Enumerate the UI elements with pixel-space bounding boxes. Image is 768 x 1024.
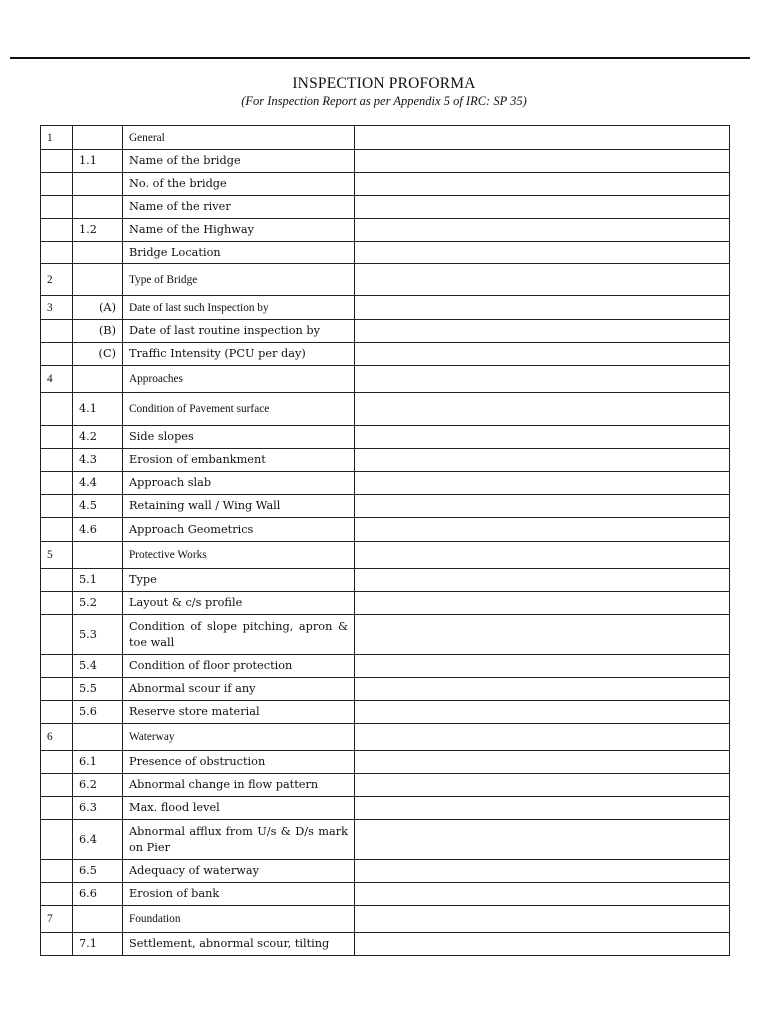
value-cell[interactable] [355,196,730,219]
item-label: Erosion of embankment [123,449,355,472]
item-label: Name of the river [123,196,355,219]
item-number: 7.1 [73,933,123,956]
section-number [41,495,73,518]
section-heading: Protective Works [123,542,355,569]
inspection-table [40,125,730,956]
item-label: Name of the Highway [123,219,355,242]
table-row [41,883,730,906]
item-label: Traffic Intensity (PCU per day) [123,343,355,366]
item-number: 5.3 [73,615,123,655]
value-cell[interactable] [355,366,730,393]
value-cell[interactable] [355,219,730,242]
item-label: Side slopes [123,426,355,449]
value-cell[interactable] [355,906,730,933]
section-number: 3 [41,296,73,320]
section-heading: Type of Bridge [123,264,355,296]
table-row [41,678,730,701]
section-row [41,264,730,296]
table-row [41,495,730,518]
section-number [41,774,73,797]
item-number: 5.4 [73,655,123,678]
section-number [41,426,73,449]
value-cell[interactable] [355,933,730,956]
section-number: 1 [41,126,73,150]
section-heading: Date of last such Inspection by [123,296,355,320]
value-cell[interactable] [355,264,730,296]
item-number [73,542,123,569]
item-number: 4.4 [73,472,123,495]
item-number: 4.3 [73,449,123,472]
value-cell[interactable] [355,242,730,264]
item-number: 6.2 [73,774,123,797]
value-cell[interactable] [355,569,730,592]
value-cell[interactable] [355,495,730,518]
value-cell[interactable] [355,860,730,883]
value-cell[interactable] [355,472,730,495]
value-cell[interactable] [355,774,730,797]
item-number [73,366,123,393]
item-number [73,126,123,150]
item-label: Erosion of bank [123,883,355,906]
value-cell[interactable] [355,592,730,615]
item-number [73,242,123,264]
item-number: 1.2 [73,219,123,242]
section-heading: Approaches [123,366,355,393]
item-label: Abnormal scour if any [123,678,355,701]
section-number: 2 [41,264,73,296]
section-row [41,906,730,933]
table-row [41,774,730,797]
section-number [41,196,73,219]
table-row [41,615,730,655]
item-label: Retaining wall / Wing Wall [123,495,355,518]
table-row [41,518,730,542]
item-number [73,196,123,219]
item-number: 5.5 [73,678,123,701]
item-label: Bridge Location [123,242,355,264]
section-number [41,678,73,701]
section-number [41,615,73,655]
section-row [41,126,730,150]
section-number [41,173,73,196]
item-label: Date of last routine inspection by [123,320,355,343]
section-number: 6 [41,724,73,751]
value-cell[interactable] [355,883,730,906]
item-number: 5.1 [73,569,123,592]
item-number: 6.6 [73,883,123,906]
item-label: Name of the bridge [123,150,355,173]
section-number [41,393,73,426]
value-cell[interactable] [355,426,730,449]
top-rule [10,57,750,59]
item-label: Layout & c/s profile [123,592,355,615]
item-number: 5.6 [73,701,123,724]
item-label: Condition of floor protection [123,655,355,678]
table-row [41,933,730,956]
item-number: 1.1 [73,150,123,173]
value-cell[interactable] [355,296,730,320]
item-label: Approach slab [123,472,355,495]
table-row [41,449,730,472]
page-subtitle: (For Inspection Report as per Appendix 5 of IRC: SP 35) [241,94,527,108]
value-cell[interactable] [355,320,730,343]
section-number: 5 [41,542,73,569]
section-number [41,449,73,472]
table-row [41,860,730,883]
table-row [41,797,730,820]
page-title: INSPECTION PROFORMA [292,75,476,92]
item-label: Condition of slope pitching, apron & toe wall [123,615,355,655]
section-number [41,933,73,956]
value-cell[interactable] [355,126,730,150]
section-number [41,472,73,495]
section-row [41,296,730,320]
item-label: Abnormal change in flow pattern [123,774,355,797]
table-row [41,196,730,219]
table-row [41,426,730,449]
item-number: 4.5 [73,495,123,518]
section-number [41,569,73,592]
value-cell[interactable] [355,150,730,173]
table-row [41,701,730,724]
table-row [41,219,730,242]
section-number [41,219,73,242]
table-row [41,751,730,774]
item-label: Settlement, abnormal scour, tilting [123,933,355,956]
section-row [41,366,730,393]
item-number [73,724,123,751]
item-number: 6.4 [73,820,123,860]
item-label: Condition of Pavement surface [123,393,355,426]
section-number: 7 [41,906,73,933]
table-row [41,472,730,495]
section-number [41,150,73,173]
section-number: 4 [41,366,73,393]
table-row [41,320,730,343]
value-cell[interactable] [355,701,730,724]
section-number [41,701,73,724]
section-number [41,820,73,860]
value-cell[interactable] [355,724,730,751]
item-number: 6.1 [73,751,123,774]
table-row [41,242,730,264]
section-number [41,518,73,542]
item-number: 6.3 [73,797,123,820]
section-number [41,860,73,883]
table-row [41,592,730,615]
item-number [73,173,123,196]
item-label: Approach Geometrics [123,518,355,542]
value-cell[interactable] [355,615,730,655]
value-cell[interactable] [355,797,730,820]
table-row [41,655,730,678]
section-number [41,320,73,343]
item-number [73,264,123,296]
section-number [41,592,73,615]
table-row [41,343,730,366]
value-cell[interactable] [355,518,730,542]
item-number: 4.6 [73,518,123,542]
table-row [41,820,730,860]
value-cell[interactable] [355,393,730,426]
value-cell[interactable] [355,343,730,366]
item-label: Reserve store material [123,701,355,724]
section-number [41,883,73,906]
value-cell[interactable] [355,820,730,860]
item-label: Adequacy of waterway [123,860,355,883]
table-row [41,393,730,426]
value-cell[interactable] [355,449,730,472]
section-number [41,655,73,678]
item-number: (B) [73,320,123,343]
section-row [41,542,730,569]
item-label: Abnormal afflux from U/s & D/s mark on Pier [123,820,355,860]
value-cell[interactable] [355,542,730,569]
section-number [41,797,73,820]
value-cell[interactable] [355,751,730,774]
item-label: Type [123,569,355,592]
item-number: 4.1 [73,393,123,426]
table-row [41,173,730,196]
item-number: (C) [73,343,123,366]
item-number: (A) [73,296,123,320]
value-cell[interactable] [355,173,730,196]
section-heading: Waterway [123,724,355,751]
section-row [41,724,730,751]
section-number [41,343,73,366]
item-number: 4.2 [73,426,123,449]
section-heading: General [123,126,355,150]
item-label: Presence of obstruction [123,751,355,774]
item-number: 5.2 [73,592,123,615]
value-cell[interactable] [355,678,730,701]
item-number: 6.5 [73,860,123,883]
table-row [41,150,730,173]
table-row [41,569,730,592]
section-number [41,242,73,264]
item-label: Max. flood level [123,797,355,820]
section-number [41,751,73,774]
item-label: No. of the bridge [123,173,355,196]
item-number [73,906,123,933]
section-heading: Foundation [123,906,355,933]
value-cell[interactable] [355,655,730,678]
